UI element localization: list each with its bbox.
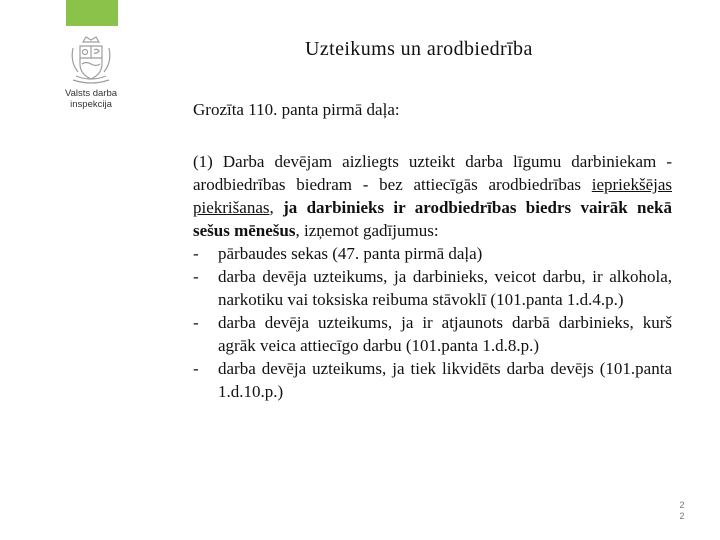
list-item <box>193 311 672 357</box>
slide-number-digit-2: 2 <box>679 511 685 521</box>
paragraph-text-1: (1) Darba devējam aizliegts uzteikt darba līgumu darbiniekam - arodbiedrības biedram - bez attiecīgās arodbiedrības <box>193 152 672 194</box>
list-item <box>193 242 672 265</box>
list-item-text: pārbaudes sekas (47. panta pirmā daļa) <box>218 244 483 263</box>
coat-of-arms-icon <box>68 34 114 86</box>
bold-phrase: ja darbinieks ir arodbiedrības biedrs vairāk nekā sešus mēnešus <box>193 198 673 240</box>
paragraph-text-3: , izņemot gadījumus: <box>295 221 439 240</box>
paragraph-text-2: , <box>269 198 284 217</box>
paragraph <box>193 150 672 242</box>
list-dash: - <box>193 267 199 286</box>
page-title: Uzteikums un arodbiedrība <box>305 38 533 60</box>
list-item-text: darba devēja uzteikums, ja darbinieks, veicot darbu, ir alkohola, narkotiku vai toksiska reibuma stāvoklī (101.panta 1.d.4.p.) <box>218 267 672 309</box>
logo <box>56 34 126 110</box>
list-item-text: darba devēja uzteikums, ja ir atjaunots darbā darbinieks, kurš agrāk veica attiecīgo darbu (101.panta 1.d.8.p.) <box>218 313 672 355</box>
logo-text-line2: inspekcija <box>70 99 112 110</box>
slide-number <box>678 500 686 522</box>
main-content <box>193 150 672 403</box>
underlined-phrase: iepriekšējas piekrišanas <box>193 175 672 217</box>
list-item-text: darba devēja uzteikums, ja tiek likvidēts darba devējs (101.panta 1.d.10.p.) <box>218 359 672 401</box>
list-item <box>193 357 672 403</box>
list-dash: - <box>193 313 199 332</box>
brand-color-bar <box>66 0 118 26</box>
exceptions-list <box>193 242 672 403</box>
logo-text-line1: Valsts darba <box>64 88 118 99</box>
slide-number-digit-1: 2 <box>679 500 685 510</box>
list-item <box>193 265 672 311</box>
subtitle: Grozīta 110. panta pirmā daļa: <box>193 100 400 119</box>
list-dash: - <box>193 244 199 263</box>
list-dash: - <box>193 359 199 378</box>
